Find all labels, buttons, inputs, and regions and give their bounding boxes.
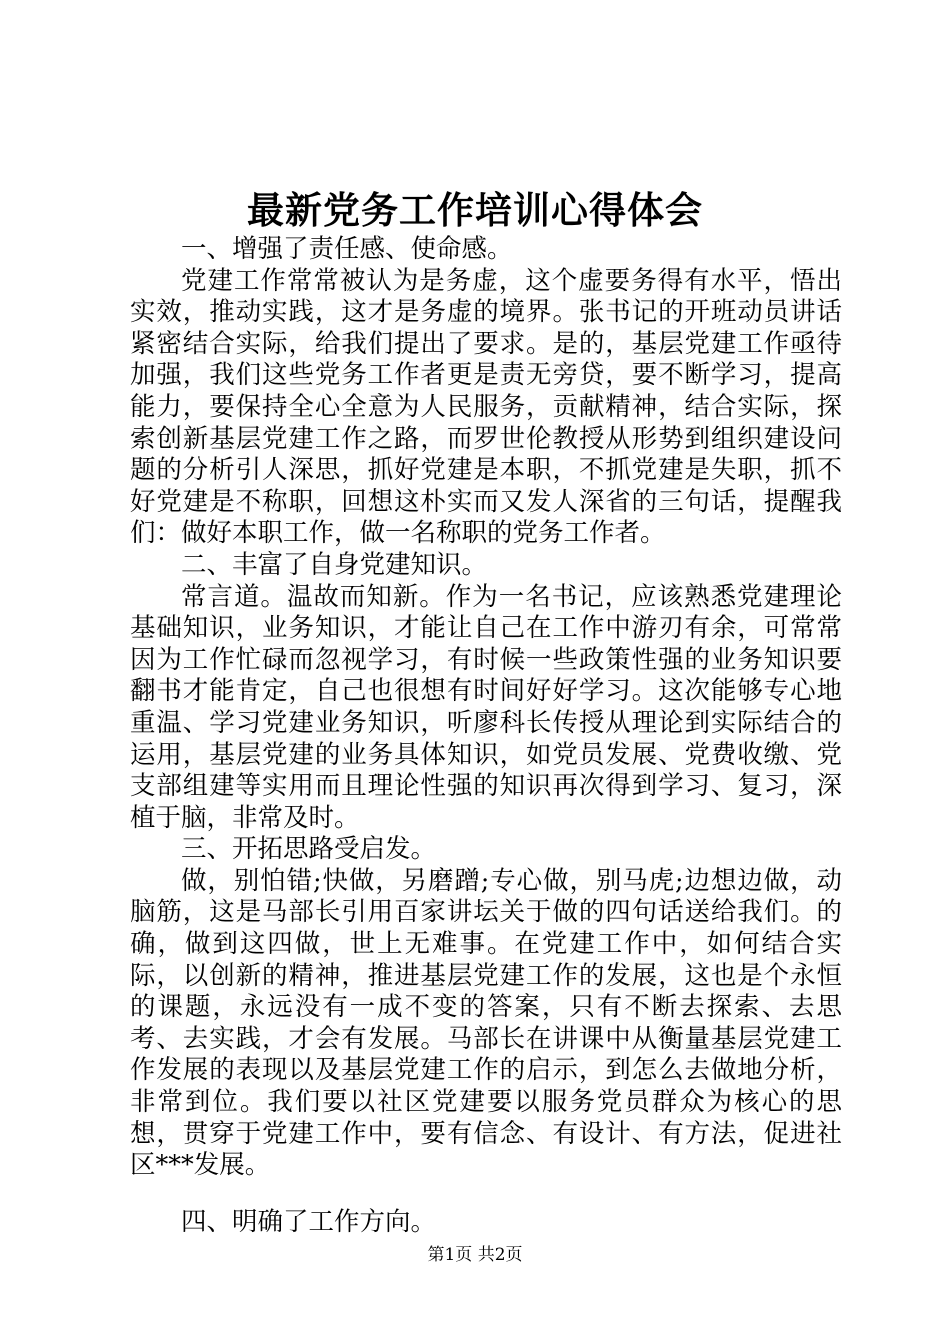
section-heading-3: 三、开拓思路受启发。 <box>181 834 437 865</box>
paragraph-2: 常言道。温故而知新。作为一名书记，应该熟悉党建理论基础知识，业务知识，才能让自己在工作中游刃有余，可常常因为工作忙碌而忽视学习，有时候一些政策性强的业务知识要翻书才能肯定，自己也很想有时间好好学习。这次能够专心地重温、学习党建业务知识，听廖科长传授从理论到实际结合的运用，基层党建的业务具体知识，如党员发展、党费收缴、党支部组建等实用而且理论性强的知识再次得到学习、复习，深植于脑，非常及时。 <box>130 581 842 833</box>
paragraph-3: 做，别怕错;快做，另磨蹭;专心做，别马虎;边想边做，动脑筋，这是马部长引用百家讲坛关于做的四句话送给我们。的确，做到这四做，世上无难事。在党建工作中，如何结合实际，以创新的精神，推进基层党建工作的发展，这也是个永恒的课题，永远没有一成不变的答案，只有不断去探索、去思考、去实践，才会有发展。马部长在讲课中从衡量基层党建工作发展的表现以及基层党建工作的启示，到怎么去做地分析，非常到位。我们要以社区党建要以服务党员群众为核心的思想，贯穿于党建工作中，要有信念、有设计、有方法，促进社区***发展。 <box>130 865 842 1181</box>
section-heading-2: 二、丰富了自身党建知识。 <box>181 549 488 580</box>
page-footer: 第1页 共2页 <box>427 1245 523 1265</box>
section-heading-1: 一、增强了责任感、使命感。 <box>181 234 513 264</box>
document-body <box>130 234 842 1238</box>
paragraph-1: 党建工作常常被认为是务虚，这个虚要务得有水平，悟出实效，推动实践，这才是务虚的境界。张书记的开班动员讲话紧密结合实际，给我们提出了要求。是的，基层党建工作亟待加强，我们这些党务工作者更是责无旁贷，要不断学习，提高能力，要保持全心全意为人民服务，贡献精神，结合实际，探索创新基层党建工作之路，而罗世伦教授从形势到组织建设问题的分析引人深思，抓好党建是本职，不抓党建是失职，抓不好党建是不称职，回想这朴实而又发人深省的三句话，提醒我们：做好本职工作，做一名称职的党务工作者。 <box>130 265 842 549</box>
section-heading-4: 四、明确了工作方向。 <box>181 1206 437 1237</box>
document-title: 最新党务工作培训心得体会 <box>247 188 703 232</box>
